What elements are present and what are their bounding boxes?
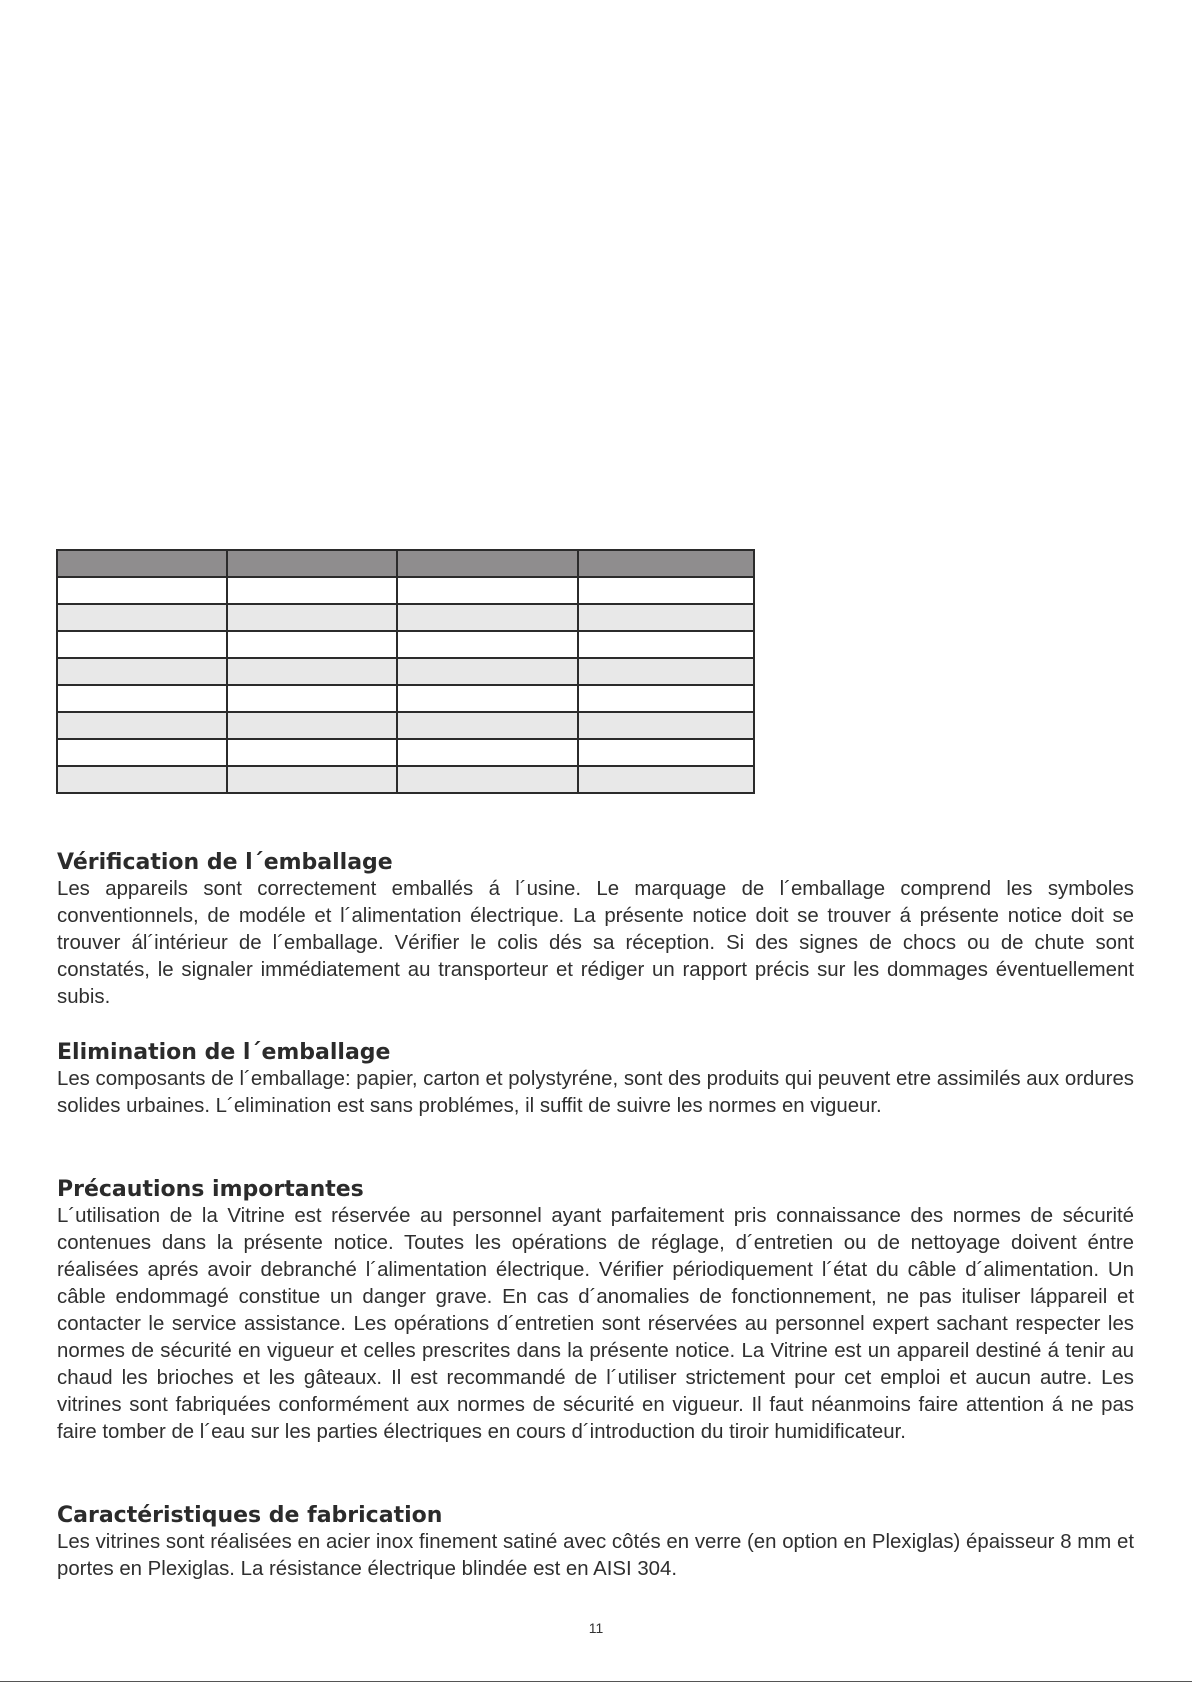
- table-cell: [57, 766, 227, 793]
- table-cell: [397, 604, 578, 631]
- table-header-row: [57, 550, 754, 577]
- section-body: Les appareils sont correctement emballés á l´usine. Le marquage de l´emballage comprend les symboles conventionnels, de modéle et l´alimentation électrique. La présente notice doit se trouver á présente notice doit se trouver ál´intérieur de l´emballage. Vérifier le colis dés sa réception. Si des signes de chocs ou de chute sont constatés, le signaler immédiatement au transporteur et rédiger un rapport précis sur les dommages éventuellement subis.: [57, 878, 1134, 1008]
- section-verification: [57, 850, 1134, 1011]
- table-cell: [227, 685, 397, 712]
- table-cell: [227, 604, 397, 631]
- section-title: Elimination de l´emballage: [57, 1040, 391, 1065]
- section-fabrication: [57, 1503, 1134, 1583]
- section-body: Les vitrines sont réalisées en acier inox finement satiné avec côtés en verre (en option en Plexiglas) épaisseur 8 mm et portes en Plexiglas. La résistance électrique blindée est en AISI 304.: [57, 1531, 1134, 1580]
- table-row: [57, 739, 754, 766]
- table-cell: [227, 766, 397, 793]
- table-cell: [227, 712, 397, 739]
- table-row: [57, 766, 754, 793]
- table-cell: [57, 604, 227, 631]
- table-cell: [578, 712, 754, 739]
- table-cell: [397, 577, 578, 604]
- table-row: [57, 577, 754, 604]
- table-cell: [397, 766, 578, 793]
- table-cell: [578, 739, 754, 766]
- table-cell: [57, 685, 227, 712]
- spec-table: [56, 549, 755, 794]
- table-cell: [227, 631, 397, 658]
- table-cell: [397, 685, 578, 712]
- section-title: Caractéristiques de fabrication: [57, 1503, 443, 1528]
- table-cell: [57, 631, 227, 658]
- section-precautions: [57, 1177, 1134, 1446]
- table-header-cell: [57, 550, 227, 577]
- section-body: Les composants de l´emballage: papier, carton et polystyréne, sont des produits qui peuvent etre assimilés aux ordures solides urbaines. L´elimination est sans problémes, il suffit de suivre les normes en vigueur.: [57, 1068, 1134, 1117]
- bottom-rule: [0, 1681, 1192, 1682]
- table-cell: [227, 658, 397, 685]
- table-cell: [578, 577, 754, 604]
- section-body: L´utilisation de la Vitrine est réservée au personnel ayant parfaitement pris connaissance des normes de sécurité contenues dans la présente notice. Toutes les opérations de réglage, d´entretien ou de nettoyage doivent éntre réalisées aprés avoir debranché l´alimentation électrique. Vérifier périodiquement l´état du câble d´alimentation. Un câble endommagé constitue un danger grave. En cas d´anomalies de fonctionnement, ne pas ituliser láppareil et contacter le service assistance. Les opérations d´entretien sont réservées au personnel expert sachant respecter les normes de sécurité en vigueur et celles prescrites dans la présente notice. La Vitrine est un appareil destiné á tenir au chaud les brioches et les gâteaux. Il est recommandé de l´utiliser strictement pour cet emploi et aucun autre. Les vitrines sont fabriquées conformément aux normes de sécurité en vigueur. Il faut néanmoins faire attention á ne pas faire tomber de l´eau sur les parties électriques en cours d´introduction du tiroir humidificateur.: [57, 1205, 1134, 1443]
- page-number: 11: [588, 1620, 604, 1636]
- spec-table-body: [57, 550, 754, 793]
- table-cell: [57, 658, 227, 685]
- table-cell: [57, 712, 227, 739]
- table-row: [57, 685, 754, 712]
- table-header-cell: [227, 550, 397, 577]
- table-header-cell: [578, 550, 754, 577]
- table-cell: [397, 739, 578, 766]
- table-header-cell: [397, 550, 578, 577]
- table-cell: [57, 739, 227, 766]
- table-cell: [397, 631, 578, 658]
- table-cell: [578, 766, 754, 793]
- table-row: [57, 658, 754, 685]
- table-cell: [227, 577, 397, 604]
- table-cell: [578, 604, 754, 631]
- table-cell: [397, 712, 578, 739]
- section-title: Précautions importantes: [57, 1177, 364, 1202]
- section-elimination: [57, 1040, 1134, 1120]
- table-cell: [397, 658, 578, 685]
- table-row: [57, 604, 754, 631]
- table-row: [57, 631, 754, 658]
- table-cell: [57, 577, 227, 604]
- table-cell: [578, 685, 754, 712]
- table-cell: [578, 631, 754, 658]
- table-row: [57, 712, 754, 739]
- table-cell: [227, 739, 397, 766]
- section-title: Vérification de l´emballage: [57, 850, 393, 875]
- table-cell: [578, 658, 754, 685]
